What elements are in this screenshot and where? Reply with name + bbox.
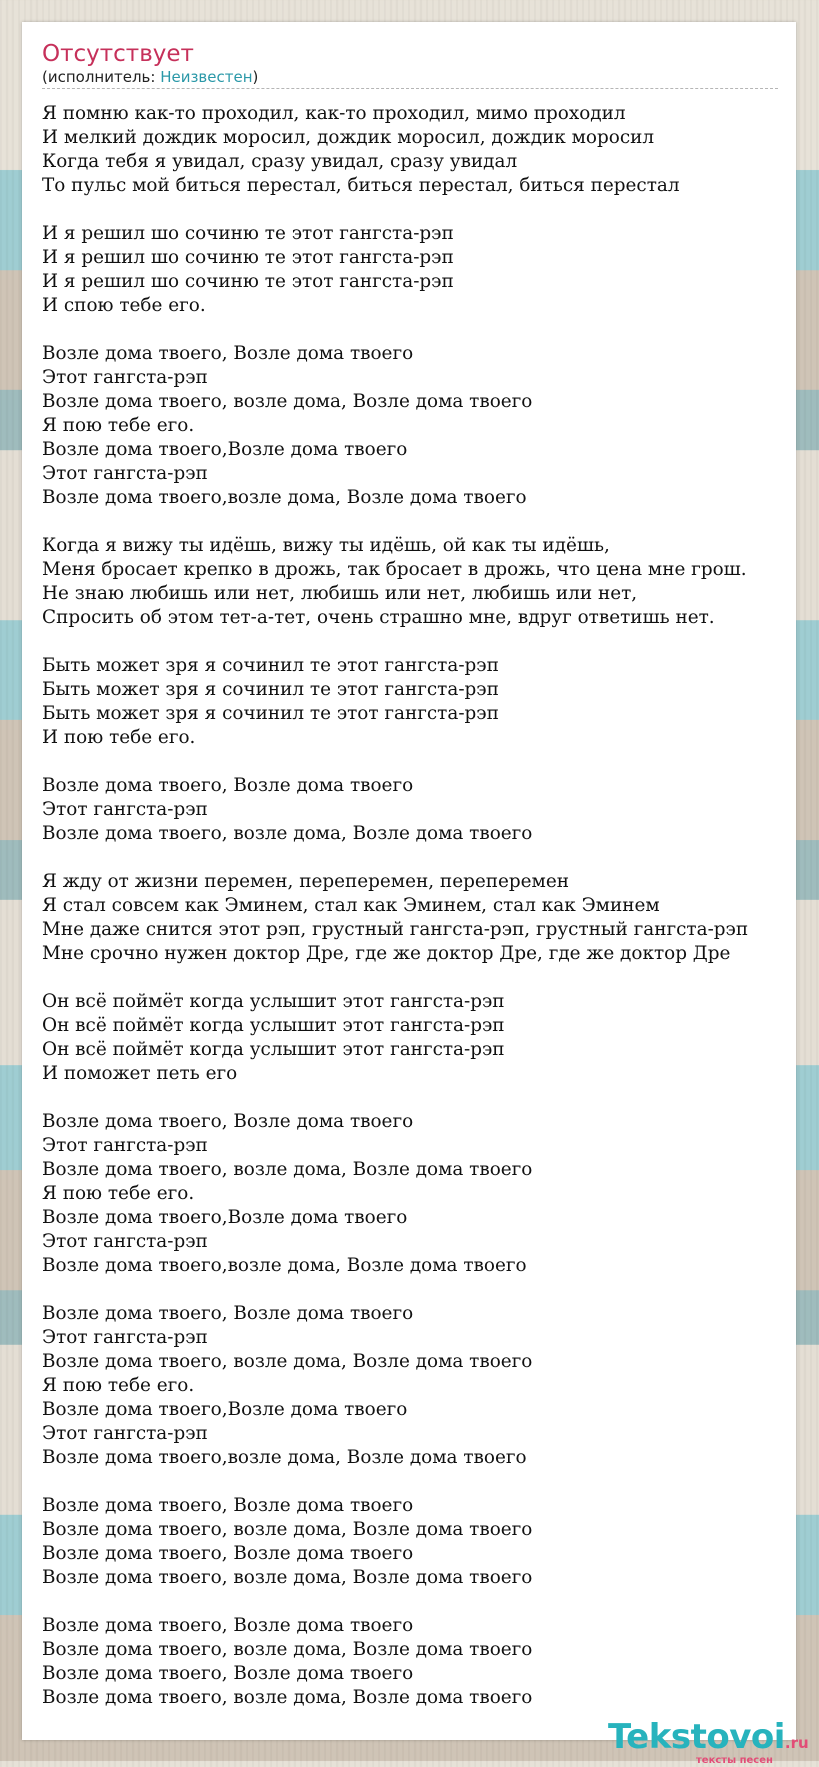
lyric-line: Он всё поймёт когда услышит этот гангста-рэп	[42, 1039, 505, 1060]
lyric-line: И спою тебе его.	[42, 295, 206, 316]
lyric-line: Возле дома твоего, возле дома, Возле дома твоего	[42, 1687, 533, 1708]
stanza-gap	[42, 318, 819, 342]
lyric-line: То пульс мой биться перестал, биться перестал, биться перестал	[42, 175, 680, 196]
site-logo[interactable]	[608, 1717, 818, 1767]
lyric-line: Возле дома твоего, возле дома, Возле дома твоего	[42, 823, 533, 844]
lyric-line: Я жду от жизни перемен, переперемен, переперемен	[42, 871, 569, 892]
lyric-line: И поможет петь его	[42, 1063, 238, 1084]
lyric-line: Возле дома твоего, Возле дома твоего	[42, 1663, 414, 1684]
stanza-gap	[42, 1470, 819, 1494]
song-header	[42, 40, 798, 89]
lyric-line: Возле дома твоего,возле дома, Возле дома твоего	[42, 487, 527, 508]
lyric-line: Я пою тебе его.	[42, 1183, 195, 1204]
stanza-gap	[42, 1086, 819, 1110]
lyric-line: Возле дома твоего, Возле дома твоего	[42, 1111, 414, 1132]
lyric-line: И я решил шо сочиню те этот гангста-рэп	[42, 223, 454, 244]
lyric-line: Быть может зря я сочинил те этот гангста-рэп	[42, 679, 499, 700]
lyric-line: Возле дома твоего, Возле дома твоего	[42, 1495, 414, 1516]
lyric-line: Возле дома твоего, Возле дома твоего	[42, 1543, 414, 1564]
lyric-line: Этот гангста-рэп	[42, 1327, 208, 1348]
lyric-line: И пою тебе его.	[42, 727, 196, 748]
lyric-line: Этот гангста-рэп	[42, 463, 208, 484]
artist-link[interactable]: Неизвестен	[160, 68, 253, 86]
lyric-line: Возле дома твоего, возле дома, Возле дома твоего	[42, 1159, 533, 1180]
stanza-gap	[42, 750, 819, 774]
lyric-line: Возле дома твоего, Возле дома твоего	[42, 775, 414, 796]
logo-name: Tekstovoi	[608, 1717, 785, 1757]
stanza-gap	[42, 1278, 819, 1302]
lyric-line: Возле дома твоего, возле дома, Возле дома твоего	[42, 1519, 533, 1540]
lyric-line: Возле дома твоего, возле дома, Возле дома твоего	[42, 1639, 533, 1660]
lyric-line: И мелкий дождик моросил, дождик моросил, дождик моросил	[42, 127, 655, 148]
lyric-line: И я решил шо сочиню те этот гангста-рэп	[42, 247, 454, 268]
lyric-line: Мне срочно нужен доктор Дре, где же доктор Дре, где же доктор Дре	[42, 943, 731, 964]
stanza-gap	[42, 630, 819, 654]
lyrics-text	[42, 102, 819, 1710]
lyric-line: Возле дома твоего,Возле дома твоего	[42, 1207, 408, 1228]
lyric-line: Этот гангста-рэп	[42, 1423, 208, 1444]
stanza-gap	[42, 966, 819, 990]
lyric-line: Возле дома твоего, возле дома, Возле дома твоего	[42, 391, 533, 412]
lyric-line: Возле дома твоего, Возле дома твоего	[42, 343, 414, 364]
lyric-line: И я решил шо сочиню те этот гангста-рэп	[42, 271, 454, 292]
lyric-line: Он всё поймёт когда услышит этот гангста-рэп	[42, 991, 505, 1012]
lyric-line: Возле дома твоего, возле дома, Возле дома твоего	[42, 1351, 533, 1372]
lyric-line: Возле дома твоего,Возле дома твоего	[42, 1399, 408, 1420]
lyric-line: Быть может зря я сочинил те этот гангста-рэп	[42, 655, 499, 676]
artist-prefix: (исполнитель:	[42, 68, 161, 86]
lyric-line: Этот гангста-рэп	[42, 799, 208, 820]
lyric-line: Возле дома твоего,возле дома, Возле дома твоего	[42, 1255, 527, 1276]
logo-tagline: тексты песен	[696, 1755, 773, 1766]
lyric-line: Этот гангста-рэп	[42, 1135, 208, 1156]
lyrics-card	[22, 22, 809, 1766]
stanza-gap	[42, 510, 819, 534]
logo-tld: .ru	[784, 1734, 809, 1752]
lyric-line: Мне даже снится этот рэп, грустный гангста-рэп, грустный гангста-рэп	[42, 919, 749, 940]
lyric-line: Когда я вижу ты идёшь, вижу ты идёшь, ой как ты идёшь,	[42, 535, 610, 556]
lyric-line: Возле дома твоего, Возле дома твоего	[42, 1615, 414, 1636]
lyric-line: Возле дома твоего,Возле дома твоего	[42, 439, 408, 460]
lyric-line: Возле дома твоего, возле дома, Возле дома твоего	[42, 1567, 533, 1588]
artist-line	[42, 68, 778, 89]
lyric-line: Быть может зря я сочинил те этот гангста-рэп	[42, 703, 499, 724]
lyric-line: Он всё поймёт когда услышит этот гангста-рэп	[42, 1015, 505, 1036]
artist-suffix: )	[252, 68, 259, 86]
stanza-gap	[42, 1590, 819, 1614]
lyric-line: Спросить об этом тет-а-тет, очень страшно мне, вдруг ответишь нет.	[42, 607, 715, 628]
lyric-line: Возле дома твоего,возле дома, Возле дома твоего	[42, 1447, 527, 1468]
song-title: Отсутствует	[42, 41, 194, 67]
lyric-line: Не знаю любишь или нет, любишь или нет, любишь или нет,	[42, 583, 638, 604]
lyric-line: Я пою тебе его.	[42, 1375, 195, 1396]
lyric-line: Этот гангста-рэп	[42, 367, 208, 388]
lyric-line: Я помню как-то проходил, как-то проходил, мимо проходил	[42, 103, 626, 124]
lyric-line: Когда тебя я увидал, сразу увидал, сразу увидал	[42, 151, 518, 172]
stanza-gap	[42, 846, 819, 870]
lyric-line: Я пою тебе его.	[42, 415, 195, 436]
stanza-gap	[42, 198, 819, 222]
lyric-line: Меня бросает крепко в дрожь, так бросает в дрожь, что цена мне грош.	[42, 559, 747, 580]
lyric-line: Этот гангста-рэп	[42, 1231, 208, 1252]
lyric-line: Возле дома твоего, Возле дома твоего	[42, 1303, 414, 1324]
lyric-line: Я стал совсем как Эминем, стал как Эминем, стал как Эминем	[42, 895, 660, 916]
